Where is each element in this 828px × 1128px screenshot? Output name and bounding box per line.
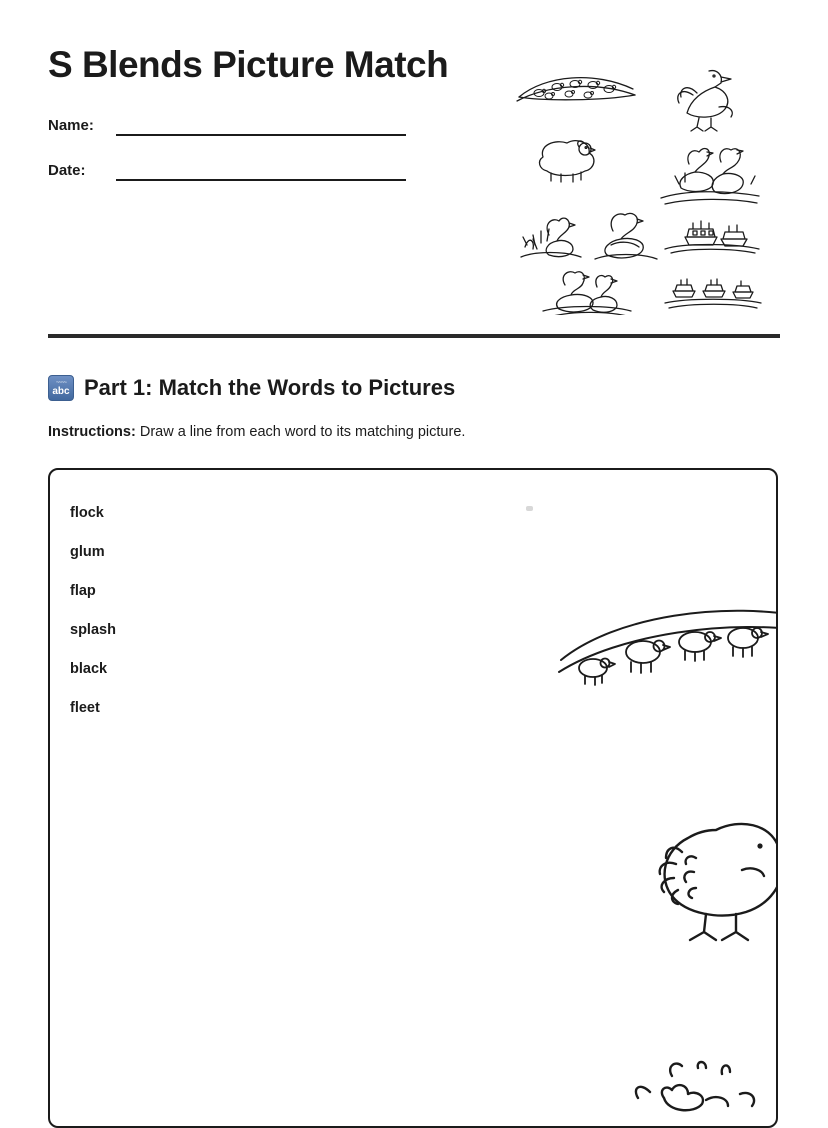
flock-of-sheep-illustration: [517, 78, 635, 101]
activity-bird-illustration: [620, 810, 778, 960]
date-field-label: Date:: [48, 162, 86, 179]
two-swans-illustration: [543, 272, 631, 315]
instructions-text: Draw a line from each word to its matching picture.: [135, 424, 466, 440]
swan-swimming-illustration: [595, 213, 657, 259]
header-illustration-group: [505, 55, 805, 315]
word-item[interactable]: splash: [70, 622, 116, 638]
swans-splashing-illustration: [661, 149, 759, 204]
abc-icon-label: abc: [52, 385, 70, 397]
activity-flock-illustration: [555, 600, 778, 710]
fleet-small-boats-illustration: [665, 279, 761, 308]
black-bird-splash-illustration: [521, 218, 581, 257]
stray-mark: [526, 506, 533, 511]
word-item[interactable]: flock: [70, 505, 104, 521]
section-heading-row: [48, 375, 455, 401]
single-sheep-illustration: [540, 141, 595, 182]
word-item[interactable]: fleet: [70, 700, 100, 716]
abc-icon: [48, 375, 74, 401]
name-input-line[interactable]: [116, 114, 406, 136]
header-divider: [48, 334, 780, 338]
duck-flapping-illustration: [678, 71, 732, 131]
instructions: [48, 424, 465, 440]
section-title: Part 1: Match the Words to Pictures: [84, 375, 456, 400]
instructions-label: Instructions:: [48, 424, 136, 440]
name-field-row: [48, 114, 406, 136]
fleet-of-boats-illustration: [665, 221, 759, 253]
activity-box: [48, 468, 778, 1128]
word-item[interactable]: flap: [70, 583, 96, 599]
page-title: S Blends Picture Match: [48, 44, 449, 85]
word-item[interactable]: glum: [70, 544, 105, 560]
word-item[interactable]: black: [70, 661, 108, 677]
name-field-label: Name:: [48, 117, 94, 134]
date-input-line[interactable]: [116, 159, 406, 181]
abc-icon-squiggle: ~~~~: [55, 379, 66, 386]
date-field-row: [48, 159, 406, 181]
word-list: [70, 504, 270, 738]
